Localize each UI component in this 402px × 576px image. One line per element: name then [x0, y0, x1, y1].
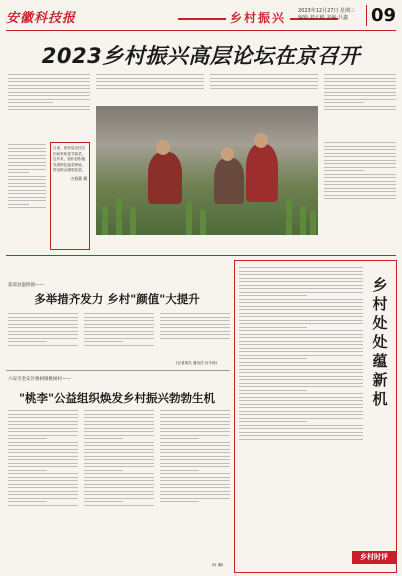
- text-line: [8, 463, 78, 464]
- text-line: [239, 400, 363, 401]
- text-line: [8, 494, 78, 495]
- text-line: [8, 445, 78, 446]
- text-line: [160, 414, 230, 415]
- text-line: [8, 456, 78, 457]
- text-line: [160, 334, 230, 335]
- text-line: [160, 484, 230, 485]
- text-line: [84, 424, 154, 425]
- text-line: [8, 165, 46, 166]
- text-line: [324, 92, 396, 93]
- text-line: [239, 355, 363, 356]
- text-line: [8, 501, 47, 502]
- text-line: [239, 302, 363, 303]
- story1-col-2: [84, 311, 154, 369]
- text-line: [324, 163, 396, 164]
- text-line: [84, 477, 154, 478]
- text-line: [210, 88, 318, 89]
- text-line: [160, 428, 230, 429]
- issue-editors: 编辑:刘大樟 美编:吕鑫: [298, 15, 348, 21]
- text-line: [239, 309, 363, 310]
- text-line: [84, 334, 154, 335]
- text-line: [8, 324, 78, 325]
- text-line: [8, 452, 78, 453]
- text-line: [96, 81, 204, 82]
- text-line: [239, 295, 307, 296]
- text-line: [210, 85, 318, 86]
- text-line: [8, 327, 78, 328]
- story2-byline: (叶 鹏): [212, 563, 224, 567]
- commentary-col-1: [239, 265, 363, 547]
- text-line: [96, 88, 204, 89]
- text-line: [8, 197, 46, 198]
- text-line: [8, 431, 78, 432]
- story1-byline: (记者周杰 通讯员 付宇林): [176, 361, 218, 365]
- text-line: [8, 193, 46, 194]
- text-line: [160, 498, 230, 499]
- text-line: [324, 85, 396, 86]
- text-line: [210, 74, 318, 75]
- text-line: [239, 397, 363, 398]
- text-line: [324, 191, 396, 192]
- text-line: [160, 491, 230, 492]
- text-line: [239, 348, 363, 349]
- text-line: [8, 345, 78, 346]
- text-line: [84, 501, 123, 502]
- section-title: 乡村振兴: [174, 9, 342, 26]
- text-line: [239, 439, 363, 440]
- text-line: [324, 188, 396, 189]
- text-line: [8, 331, 78, 332]
- text-line: [8, 428, 78, 429]
- text-line: [84, 320, 154, 321]
- text-line: [8, 491, 78, 492]
- text-line: [239, 281, 363, 282]
- text-line: [8, 99, 90, 100]
- newspaper-logo: 安徽科技报: [6, 11, 77, 26]
- text-line: [160, 477, 230, 478]
- text-line: [239, 421, 307, 422]
- text-line: [84, 345, 154, 346]
- text-line: [8, 186, 46, 187]
- text-line: [324, 109, 396, 110]
- lead-article-col-4: [324, 72, 396, 134]
- text-line: [8, 109, 90, 110]
- text-line: [160, 501, 199, 502]
- story1-col-3: [160, 311, 230, 359]
- story-divider: [6, 370, 230, 371]
- text-line: [239, 285, 363, 286]
- text-line: [160, 466, 230, 467]
- text-line: [8, 78, 90, 79]
- text-line: [8, 200, 46, 201]
- text-line: [84, 463, 154, 464]
- text-line: [8, 162, 46, 163]
- text-line: [324, 81, 396, 82]
- text-line: [84, 498, 154, 499]
- text-line: [84, 491, 154, 492]
- text-line: [84, 327, 154, 328]
- text-line: [84, 452, 154, 453]
- text-line: [160, 463, 230, 464]
- text-line: [239, 362, 363, 363]
- text-line: [239, 341, 363, 342]
- text-line: [324, 167, 396, 168]
- text-line: [8, 176, 46, 177]
- text-line: [160, 438, 199, 439]
- text-line: [8, 477, 78, 478]
- text-line: [160, 421, 230, 422]
- story2-col-3: [160, 408, 230, 560]
- text-line: [84, 470, 123, 471]
- text-line: [160, 452, 230, 453]
- lead-article-col-6: [8, 142, 46, 250]
- text-line: [324, 99, 396, 100]
- text-line: [84, 317, 154, 318]
- text-line: [324, 74, 396, 75]
- text-line: [8, 466, 78, 467]
- text-line: [84, 410, 154, 411]
- text-line: [324, 184, 396, 185]
- text-line: [239, 407, 363, 408]
- text-line: [84, 487, 154, 488]
- text-line: [8, 204, 29, 205]
- text-line: [8, 207, 46, 208]
- text-line: [84, 505, 154, 506]
- text-line: [84, 480, 154, 481]
- text-line: [8, 442, 78, 443]
- text-line: [8, 480, 78, 481]
- text-line: [84, 331, 154, 332]
- text-line: [324, 153, 396, 154]
- lead-article-col-1: [8, 72, 90, 138]
- text-line: [8, 473, 78, 474]
- text-line: [8, 438, 47, 439]
- text-line: [160, 480, 230, 481]
- text-line: [96, 85, 204, 86]
- text-line: [8, 190, 46, 191]
- text-line: [8, 341, 47, 342]
- text-line: [160, 313, 230, 314]
- text-line: [160, 317, 230, 318]
- text-line: [84, 324, 154, 325]
- text-line: [324, 149, 396, 150]
- text-line: [239, 435, 363, 436]
- text-line: [8, 155, 46, 156]
- text-line: [8, 334, 78, 335]
- text-line: [160, 494, 230, 495]
- text-line: [160, 320, 230, 321]
- text-line: [8, 183, 46, 184]
- text-line: [160, 445, 230, 446]
- text-line: [324, 106, 396, 107]
- text-line: [84, 449, 154, 450]
- text-line: [324, 177, 396, 178]
- text-line: [84, 417, 154, 418]
- text-line: [239, 393, 363, 394]
- story1-kicker: 霍邱县温桥镇——: [8, 283, 44, 288]
- text-line: [8, 179, 46, 180]
- text-line: [8, 158, 46, 159]
- text-line: [239, 369, 363, 370]
- text-line: [239, 358, 307, 359]
- text-line: [239, 428, 363, 429]
- text-line: [84, 341, 123, 342]
- text-line: [160, 338, 230, 339]
- text-line: [239, 292, 363, 293]
- text-line: [239, 390, 307, 391]
- text-line: [8, 95, 90, 96]
- text-line: [324, 160, 396, 161]
- photo-caption: [50, 142, 90, 250]
- text-line: [84, 428, 154, 429]
- text-line: [8, 449, 78, 450]
- commentary-title: 乡村处处蕴新机: [372, 276, 388, 408]
- text-line: [239, 334, 363, 335]
- text-line: [239, 351, 363, 352]
- text-line: [160, 487, 230, 488]
- text-line: [84, 338, 154, 339]
- text-line: [324, 78, 396, 79]
- text-line: [239, 372, 363, 373]
- issue-meta: [298, 8, 355, 22]
- text-line: [160, 431, 230, 432]
- text-line: [8, 151, 46, 152]
- text-line: [160, 410, 230, 411]
- text-line: [239, 323, 363, 324]
- photo-caption-text: 日前，宿松县农民在田间采收春节蔬菜。近年来，宿松县积极发展特色蔬菜种植，带动群众增收致富。: [53, 146, 86, 172]
- lead-article-col-5: [324, 140, 396, 240]
- text-line: [324, 170, 364, 171]
- text-line: [8, 313, 78, 314]
- text-line: [8, 172, 29, 173]
- text-line: [239, 337, 363, 338]
- text-line: [239, 404, 363, 405]
- text-line: [239, 344, 363, 345]
- text-line: [8, 470, 47, 471]
- text-line: [239, 316, 363, 317]
- text-line: [8, 435, 78, 436]
- text-line: [8, 424, 78, 425]
- text-line: [210, 78, 318, 79]
- lead-article-col-3: [210, 72, 318, 102]
- text-line: [324, 95, 396, 96]
- text-line: [160, 327, 230, 328]
- text-line: [160, 470, 199, 471]
- text-line: [239, 418, 363, 419]
- text-line: [324, 198, 396, 199]
- text-line: [160, 417, 230, 418]
- text-line: [160, 459, 230, 460]
- text-line: [8, 317, 78, 318]
- text-line: [160, 449, 230, 450]
- text-line: [8, 92, 90, 93]
- text-line: [84, 466, 154, 467]
- column-tag: 乡村时评: [352, 551, 396, 564]
- story2-title: "桃李"公益组织焕发乡村振兴勃勃生机: [19, 391, 215, 405]
- text-line: [8, 88, 90, 89]
- page-headline: 2023乡村振兴高层论坛在京召开: [41, 44, 361, 68]
- text-line: [324, 146, 396, 147]
- story1-title: 多举措齐发力 乡村"颜值"大提升: [34, 292, 200, 306]
- text-line: [324, 156, 396, 157]
- text-line: [239, 330, 363, 331]
- text-line: [8, 74, 90, 75]
- text-line: [239, 365, 363, 366]
- text-line: [239, 267, 363, 268]
- text-line: [239, 288, 363, 289]
- photo-author: 万春燕 摄: [70, 175, 87, 181]
- text-line: [324, 174, 396, 175]
- text-line: [239, 278, 363, 279]
- text-line: [210, 81, 318, 82]
- text-line: [239, 299, 363, 300]
- story2-kicker: 六安市金安区椿树镇桃树村——: [8, 377, 71, 382]
- text-line: [239, 414, 363, 415]
- text-line: [239, 271, 363, 272]
- text-line: [84, 435, 154, 436]
- lead-article-col-2: [96, 72, 204, 102]
- masthead: [6, 5, 396, 31]
- text-line: [84, 421, 154, 422]
- text-line: [8, 410, 78, 411]
- text-line: [84, 459, 154, 460]
- text-line: [8, 338, 78, 339]
- text-line: [160, 442, 230, 443]
- text-line: [8, 85, 90, 86]
- text-line: [84, 456, 154, 457]
- text-line: [84, 494, 154, 495]
- section-divider: [6, 255, 396, 256]
- text-line: [8, 417, 78, 418]
- text-line: [8, 498, 78, 499]
- text-line: [8, 414, 78, 415]
- text-line: [84, 484, 154, 485]
- text-line: [96, 74, 204, 75]
- text-line: [84, 313, 154, 314]
- text-line: [239, 432, 363, 433]
- text-line: [8, 148, 46, 149]
- text-line: [8, 81, 90, 82]
- text-line: [8, 144, 46, 145]
- text-line: [84, 431, 154, 432]
- text-line: [239, 320, 363, 321]
- text-line: [239, 313, 363, 314]
- text-line: [8, 320, 78, 321]
- text-line: [8, 459, 78, 460]
- text-line: [239, 379, 363, 380]
- text-line: [96, 78, 204, 79]
- text-line: [84, 442, 154, 443]
- text-line: [239, 376, 363, 377]
- text-line: [239, 425, 363, 426]
- text-line: [239, 383, 363, 384]
- text-line: [84, 473, 154, 474]
- page-number: 09: [366, 5, 396, 26]
- text-line: [160, 435, 230, 436]
- text-line: [160, 331, 230, 332]
- text-line: [84, 414, 154, 415]
- text-line: [160, 456, 230, 457]
- text-line: [8, 169, 46, 170]
- text-line: [239, 306, 363, 307]
- text-line: [8, 421, 78, 422]
- story2-col-2: [84, 408, 154, 568]
- text-line: [324, 195, 396, 196]
- vegetable-harvest-photo: [96, 106, 318, 235]
- text-line: [8, 106, 90, 107]
- text-line: [8, 505, 78, 506]
- text-line: [160, 424, 230, 425]
- text-line: [324, 181, 396, 182]
- text-line: [84, 445, 154, 446]
- text-line: [160, 473, 230, 474]
- issue-date: 2023年12月27日 星期三: [298, 8, 356, 14]
- text-line: [239, 274, 363, 275]
- text-line: [324, 88, 396, 89]
- story1-col-1: [8, 311, 78, 369]
- text-line: [324, 102, 364, 103]
- text-line: [324, 142, 396, 143]
- text-line: [160, 324, 230, 325]
- text-line: [239, 386, 363, 387]
- text-line: [8, 487, 78, 488]
- text-line: [239, 327, 307, 328]
- text-line: [239, 411, 363, 412]
- story2-col-1: [8, 408, 78, 568]
- text-line: [8, 484, 78, 485]
- text-line: [84, 438, 123, 439]
- text-line: [8, 102, 53, 103]
